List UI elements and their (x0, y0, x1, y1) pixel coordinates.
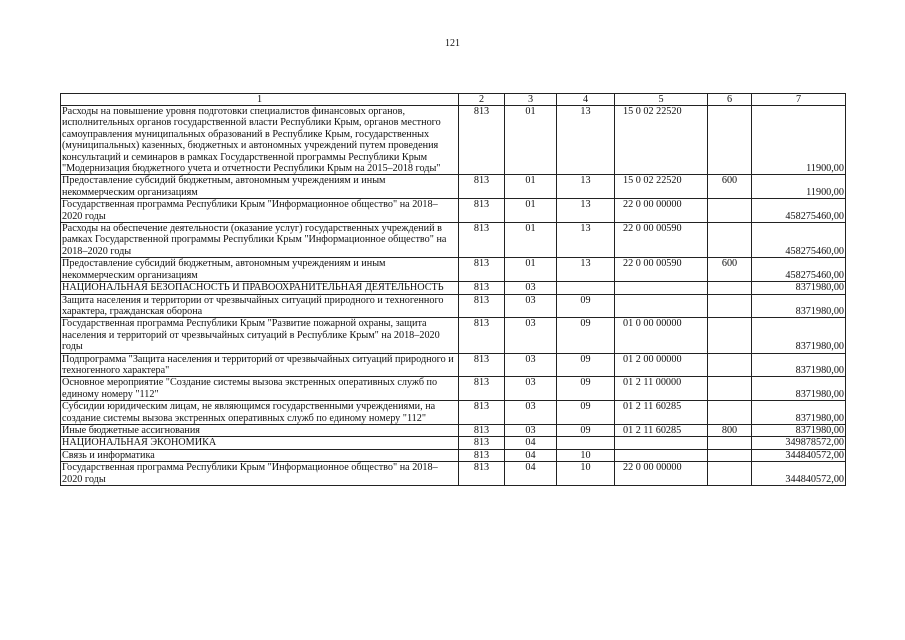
row-section-code: 03 (505, 294, 557, 318)
row-grbs-code: 813 (459, 353, 505, 377)
row-target-article (615, 437, 708, 449)
row-grbs-code: 813 (459, 282, 505, 294)
row-grbs-code: 813 (459, 401, 505, 425)
row-section-code: 01 (505, 199, 557, 223)
row-subsection-code: 09 (557, 377, 615, 401)
row-subsection-code: 13 (557, 175, 615, 199)
row-subsection-code (557, 282, 615, 294)
row-subsection-code: 13 (557, 106, 615, 175)
row-expense-type (708, 223, 752, 258)
column-header: 5 (615, 94, 708, 106)
row-description: Основное мероприятие "Создание системы вызова экстренных оперативных служб по единому номеру "112" (61, 377, 459, 401)
row-description: Предоставление субсидий бюджетным, автономным учреждениям и иным некоммерческим организациям (61, 258, 459, 282)
column-header: 3 (505, 94, 557, 106)
page-number: 121 (445, 38, 460, 49)
row-section-code: 01 (505, 223, 557, 258)
row-target-article (615, 449, 708, 461)
table-row (61, 223, 846, 258)
row-section-code: 03 (505, 377, 557, 401)
row-description: Предоставление субсидий бюджетным, автономным учреждениям и иным некоммерческим организациям (61, 175, 459, 199)
row-description: Подпрограмма "Защита населения и территорий от чрезвычайных ситуаций природного и техногенного характера" (61, 353, 459, 377)
row-expense-type (708, 462, 752, 486)
row-grbs-code: 813 (459, 437, 505, 449)
row-expense-type (708, 449, 752, 461)
table-row (61, 449, 846, 461)
row-target-article: 15 0 02 22520 (615, 106, 708, 175)
row-section-code: 01 (505, 175, 557, 199)
table-row (61, 437, 846, 449)
row-section-code: 03 (505, 318, 557, 353)
row-amount: 8371980,00 (752, 294, 846, 318)
row-subsection-code: 10 (557, 462, 615, 486)
row-expense-type: 800 (708, 424, 752, 436)
row-expense-type (708, 199, 752, 223)
row-grbs-code: 813 (459, 424, 505, 436)
row-subsection-code (557, 437, 615, 449)
row-description: Расходы на повышение уровня подготовки специалистов финансовых органов, исполнительных органов государственной власти Республики Крым, органов местного самоуправления муниципальных образований в Республике Крым, государственных (муниципальных) казенных, бюджетных и автономных учреждений путем проведения консультаций и семинаров в рамках Государственной программы Республики Крым "Модернизация бюджетного учета и отчетности Республики Крым на 2015–2018 годы" (61, 106, 459, 175)
row-amount: 11900,00 (752, 175, 846, 199)
column-header: 2 (459, 94, 505, 106)
row-grbs-code: 813 (459, 106, 505, 175)
row-subsection-code: 13 (557, 199, 615, 223)
row-description: Государственная программа Республики Крым "Информационное общество" на 2018–2020 годы (61, 199, 459, 223)
table-row (61, 353, 846, 377)
row-section-code: 03 (505, 401, 557, 425)
row-description: Государственная программа Республики Крым "Развитие пожарной охраны, защита населения и территорий от чрезвычайных ситуаций в Республике Крым" на 2018–2020 годы (61, 318, 459, 353)
row-amount: 458275460,00 (752, 258, 846, 282)
row-amount: 8371980,00 (752, 377, 846, 401)
row-expense-type (708, 294, 752, 318)
row-target-article: 01 2 11 60285 (615, 401, 708, 425)
row-subsection-code: 10 (557, 449, 615, 461)
row-section-code: 03 (505, 424, 557, 436)
row-subsection-code: 13 (557, 223, 615, 258)
row-description: Государственная программа Республики Крым "Информационное общество" на 2018–2020 годы (61, 462, 459, 486)
row-target-article: 15 0 02 22520 (615, 175, 708, 199)
row-target-article: 22 0 00 00000 (615, 462, 708, 486)
row-amount: 8371980,00 (752, 401, 846, 425)
row-expense-type (708, 377, 752, 401)
row-expense-type (708, 106, 752, 175)
table-row (61, 462, 846, 486)
table-row (61, 318, 846, 353)
row-amount: 8371980,00 (752, 282, 846, 294)
row-section-code: 04 (505, 449, 557, 461)
row-expense-type: 600 (708, 175, 752, 199)
row-section-code: 03 (505, 282, 557, 294)
row-target-article: 22 0 00 00590 (615, 223, 708, 258)
row-subsection-code: 13 (557, 258, 615, 282)
row-subsection-code: 09 (557, 294, 615, 318)
row-expense-type (708, 282, 752, 294)
row-grbs-code: 813 (459, 462, 505, 486)
header-row (61, 94, 846, 106)
table-row (61, 106, 846, 175)
row-section-code: 04 (505, 437, 557, 449)
row-section-code: 01 (505, 258, 557, 282)
row-target-article (615, 282, 708, 294)
row-amount: 458275460,00 (752, 199, 846, 223)
table-row (61, 424, 846, 436)
row-amount: 11900,00 (752, 106, 846, 175)
row-target-article: 01 2 00 00000 (615, 353, 708, 377)
row-expense-type (708, 401, 752, 425)
row-grbs-code: 813 (459, 199, 505, 223)
row-section-code: 03 (505, 353, 557, 377)
table-body (61, 106, 846, 486)
row-expense-type: 600 (708, 258, 752, 282)
row-expense-type (708, 437, 752, 449)
row-amount: 344840572,00 (752, 462, 846, 486)
row-subsection-code: 09 (557, 318, 615, 353)
row-description: Расходы на обеспечение деятельности (оказание услуг) государственных учреждений в рамках Государственной программы Республики Крым "Информационное общество" на 2018–2020 годы (61, 223, 459, 258)
row-grbs-code: 813 (459, 449, 505, 461)
row-grbs-code: 813 (459, 318, 505, 353)
row-description: Защита населения и территории от чрезвычайных ситуаций природного и техногенного характера, гражданская оборона (61, 294, 459, 318)
row-description: Иные бюджетные ассигнования (61, 424, 459, 436)
row-amount: 8371980,00 (752, 318, 846, 353)
row-amount: 349878572,00 (752, 437, 846, 449)
column-header: 4 (557, 94, 615, 106)
row-description: Связь и информатика (61, 449, 459, 461)
row-target-article (615, 294, 708, 318)
row-subsection-code: 09 (557, 424, 615, 436)
table-row (61, 199, 846, 223)
row-amount: 8371980,00 (752, 353, 846, 377)
table-row (61, 377, 846, 401)
row-amount: 344840572,00 (752, 449, 846, 461)
column-header: 6 (708, 94, 752, 106)
row-amount: 458275460,00 (752, 223, 846, 258)
row-description: Субсидии юридическим лицам, не являющимся государственными учреждениями, на создание системы вызова экстренных оперативных служб по единому номеру "112" (61, 401, 459, 425)
row-target-article: 22 0 00 00000 (615, 199, 708, 223)
row-description: НАЦИОНАЛЬНАЯ БЕЗОПАСНОСТЬ И ПРАВООХРАНИТЕЛЬНАЯ ДЕЯТЕЛЬНОСТЬ (61, 282, 459, 294)
column-header: 1 (61, 94, 459, 106)
table-row (61, 294, 846, 318)
row-target-article: 01 2 11 60285 (615, 424, 708, 436)
row-expense-type (708, 318, 752, 353)
row-grbs-code: 813 (459, 377, 505, 401)
row-expense-type (708, 353, 752, 377)
row-subsection-code: 09 (557, 353, 615, 377)
row-grbs-code: 813 (459, 175, 505, 199)
row-description: НАЦИОНАЛЬНАЯ ЭКОНОМИКА (61, 437, 459, 449)
row-section-code: 04 (505, 462, 557, 486)
budget-table (60, 93, 846, 486)
row-amount: 8371980,00 (752, 424, 846, 436)
row-target-article: 01 2 11 00000 (615, 377, 708, 401)
row-grbs-code: 813 (459, 223, 505, 258)
column-header: 7 (752, 94, 846, 106)
row-target-article: 22 0 00 00590 (615, 258, 708, 282)
row-section-code: 01 (505, 106, 557, 175)
row-subsection-code: 09 (557, 401, 615, 425)
table-row (61, 282, 846, 294)
table-row (61, 401, 846, 425)
row-target-article: 01 0 00 00000 (615, 318, 708, 353)
row-grbs-code: 813 (459, 294, 505, 318)
row-grbs-code: 813 (459, 258, 505, 282)
table-row (61, 175, 846, 199)
table-row (61, 258, 846, 282)
